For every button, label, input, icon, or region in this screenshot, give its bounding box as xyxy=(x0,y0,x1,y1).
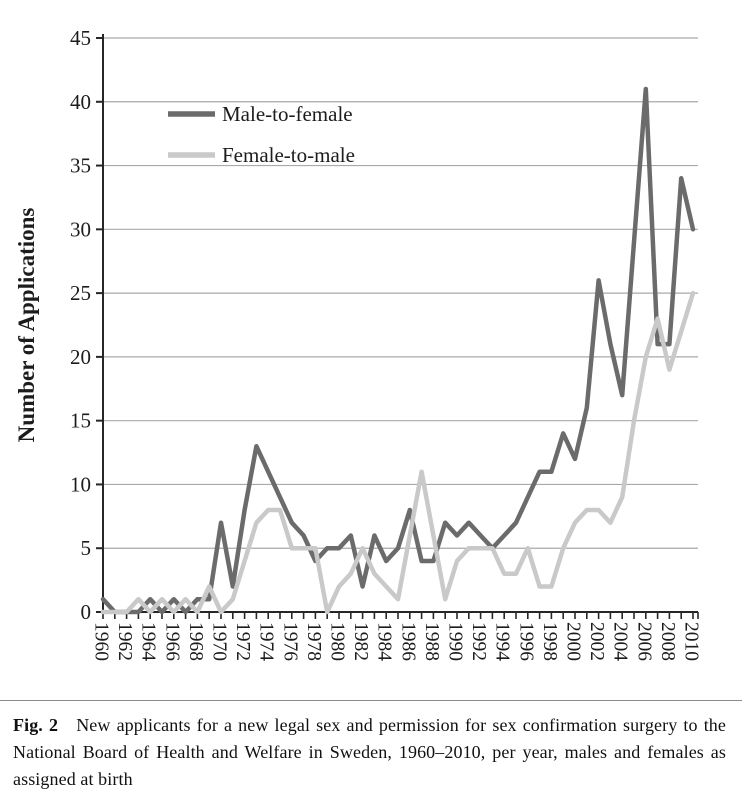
legend-label-1: Male-to-female xyxy=(222,102,353,126)
x-tick-label: 1976 xyxy=(279,622,301,661)
x-tick-label: 1988 xyxy=(420,622,442,661)
x-tick-label: 1964 xyxy=(137,622,159,661)
figure-caption xyxy=(0,700,742,793)
x-tick-label: 1960 xyxy=(90,622,112,661)
x-tick-label: 2006 xyxy=(633,622,655,661)
x-tick-label: 1984 xyxy=(373,622,395,661)
x-axis xyxy=(91,612,702,661)
x-tick-label: 1994 xyxy=(491,622,513,661)
caption-text xyxy=(13,712,726,793)
x-tick-label: 1962 xyxy=(114,622,136,661)
x-tick-label: 1986 xyxy=(397,622,419,661)
x-tick-label: 1966 xyxy=(161,622,183,661)
y-tick-label: 40 xyxy=(70,89,91,114)
caption-body: New applicants for a new legal sex and permission for sex confirmation surgery to the National Board of Health and Welfare in Sweden, 1960–2010, per year, males and females as assigned at birth xyxy=(13,715,726,789)
legend-label-2: Female-to-male xyxy=(222,143,355,167)
y-tick-label: 25 xyxy=(70,281,91,306)
x-tick-label: 1974 xyxy=(255,622,277,661)
y-tick-label: 10 xyxy=(70,472,91,497)
y-axis-title: Number of Applications xyxy=(14,207,39,443)
x-tick-label: 1982 xyxy=(350,622,372,661)
x-tick-label: 1996 xyxy=(515,622,537,661)
y-tick-label: 20 xyxy=(70,344,91,369)
x-tick-label: 1990 xyxy=(444,622,466,661)
y-axis xyxy=(70,26,103,624)
x-tick-label: 1968 xyxy=(184,622,206,661)
y-tick-label: 15 xyxy=(70,408,91,433)
x-tick-label: 2004 xyxy=(609,622,631,661)
y-tick-label: 45 xyxy=(70,26,91,50)
x-tick-label: 2002 xyxy=(586,622,608,661)
x-tick-label: 1978 xyxy=(302,622,324,661)
y-tick-label: 30 xyxy=(70,217,91,242)
x-tick-label: 2008 xyxy=(656,622,678,661)
x-tick-label: 1992 xyxy=(468,622,490,661)
series-line-male-to-female xyxy=(103,89,693,612)
x-tick-label: 1998 xyxy=(538,622,560,661)
legend xyxy=(168,102,355,167)
x-tick-label: 2010 xyxy=(680,622,702,661)
y-tick-label: 35 xyxy=(70,153,91,178)
x-tick-label: 1972 xyxy=(232,622,254,661)
x-tick-label: 2000 xyxy=(562,622,584,661)
x-tick-label: 1980 xyxy=(326,622,348,661)
y-tick-label: 0 xyxy=(80,600,91,624)
caption-label: Fig. 2 xyxy=(13,715,59,735)
y-tick-label: 5 xyxy=(80,536,91,561)
x-tick-label: 1970 xyxy=(208,622,230,661)
series-line-female-to-male xyxy=(103,293,693,612)
